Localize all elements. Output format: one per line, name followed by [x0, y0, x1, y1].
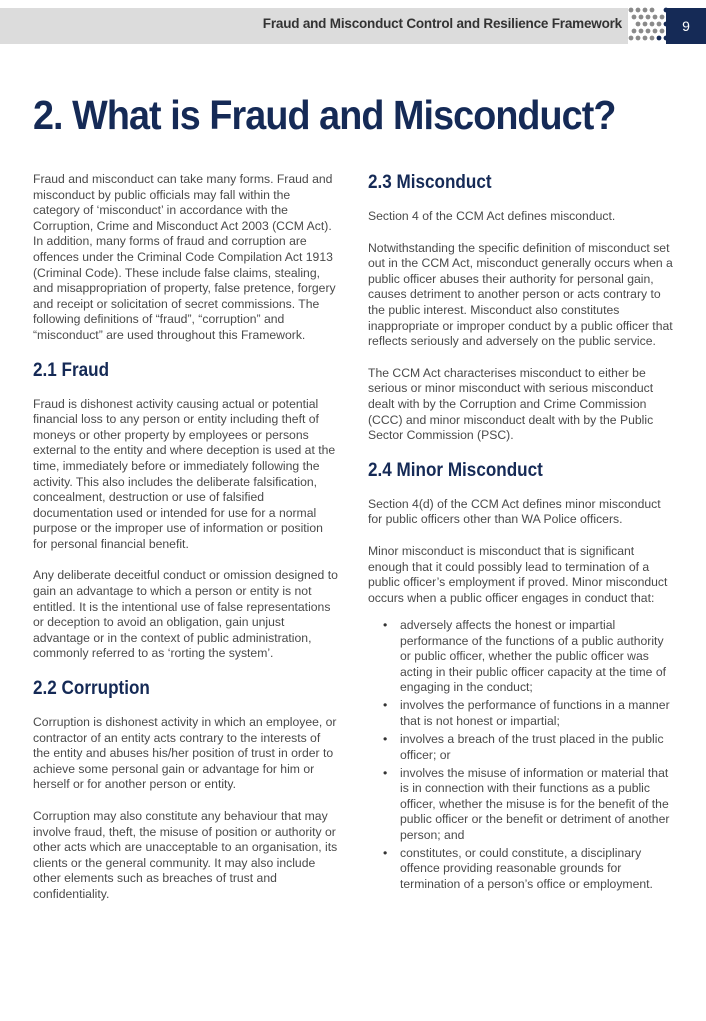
list-item: • constitutes, or could constitute, a disciplinary offence providing reasonable grounds for termination of a person’s office or employment. — [400, 846, 676, 892]
list-item: • involves the misuse of information or material that is in connection with their functions as a public officer, whether the misuse is for the benefit of the public officer or the benefit or detriment of another person; and — [400, 766, 676, 843]
conduct-bullet-list — [368, 618, 676, 892]
right-column — [368, 172, 676, 895]
corruption-heading: 2.2 Corruption — [33, 678, 150, 700]
misconduct-paragraph-1: Section 4 of the CCM Act defines misconduct. — [368, 209, 616, 223]
corruption-paragraph-2: Corruption may also constitute any behaviour that may involve fraud, theft, the misuse of position or authority or other acts which are unacceptable to an organisation, its clients or the general community. It may also include other elements such as breaches of trust and confidentiality. — [33, 809, 338, 901]
dot-pattern-logo — [622, 4, 668, 48]
page-number: 9 — [666, 8, 706, 44]
minor-misconduct-paragraph-1: Section 4(d) of the CCM Act defines minor misconduct for public officers other than WA Police officers. — [368, 496, 661, 527]
left-column — [33, 172, 338, 919]
minor-misconduct-heading: 2.4 Minor Misconduct — [368, 459, 543, 481]
intro-paragraph: Fraud and misconduct can take many forms. Fraud and misconduct by public officials may fall within the category of ‘misconduct’ in accordance with the Corruption, Crime and Misconduct Act 2003 (CCM Act). In addition, many forms of fraud and corruption are offences under the Criminal Code Compilation Act 1913 (Criminal Code). These include false claims, stealing, and misappropriation of property, false pretence, forgery and receipt or solicitation of secret commissions. The following definitions of “fraud”, “corruption” and “misconduct” are used throughout this Framework. — [33, 172, 336, 342]
fraud-paragraph-2: Any deliberate deceitful conduct or omission designed to gain an advantage to which a person or entity is not entitled. It is the intentional use of false representations or deception to avoid an obligation, gain unjust advantage or in the context of public administration, commonly referred to as ‘rorting the system’. — [33, 568, 338, 661]
misconduct-heading: 2.3 Misconduct — [368, 172, 492, 193]
list-item: • involves a breach of the trust placed in the public officer; or — [400, 732, 676, 763]
minor-misconduct-paragraph-2: Minor misconduct is misconduct that is significant enough that it could possibly lead to termination of a public officer’s employment if proved. Minor misconduct occurs when a public officer engages in conduct that: — [368, 543, 668, 605]
fraud-paragraph-1: Fraud is dishonest activity causing actual or potential financial loss to any person or entity including theft of moneys or other property by employees or persons external to the entity and where deception is used at the time, immediately before or immediately following the activity. This also includes the deliberate falsification, concealment, destruction or use of falsified documentation used or intended for use for a normal purpose or the improper use of information or position for personal financial benefit. — [33, 396, 336, 551]
list-item: • adversely affects the honest or impartial performance of the functions of a public authority or public officer, whether the public officer was acting in their public officer capacity at the time of engaging in the conduct; — [400, 618, 676, 695]
misconduct-paragraph-3: The CCM Act characterises misconduct to either be serious or minor misconduct with serious misconduct dealt with by the Corruption and Crime Commission (CCC) and minor misconduct dealt with by the Public Sector Commission (PSC). — [368, 365, 654, 443]
misconduct-paragraph-2: Notwithstanding the specific definition of misconduct set out in the CCM Act, misconduct generally occurs when a public officer abuses their authority for personal gain, causes detriment to another person or acts contrary to the public interest. Misconduct also constitutes inappropriate or improper conduct by a public officer that reflects seriously and adversely on the public service. — [368, 240, 673, 349]
corruption-paragraph-1: Corruption is dishonest activity in which an employee, or contractor of an entity acts contrary to the interests of the entity and abuses his/her position of trust in order to achieve some personal gain or advantage for him or herself or for another person or entity. — [33, 715, 337, 792]
running-header-title: Fraud and Misconduct Control and Resilience Framework — [262, 16, 622, 31]
list-item: • involves the performance of functions in a manner that is not honest or impartial; — [400, 698, 676, 729]
fraud-heading: 2.1 Fraud — [33, 359, 110, 381]
page-title: 2. What is Fraud and Misconduct? — [33, 92, 616, 138]
